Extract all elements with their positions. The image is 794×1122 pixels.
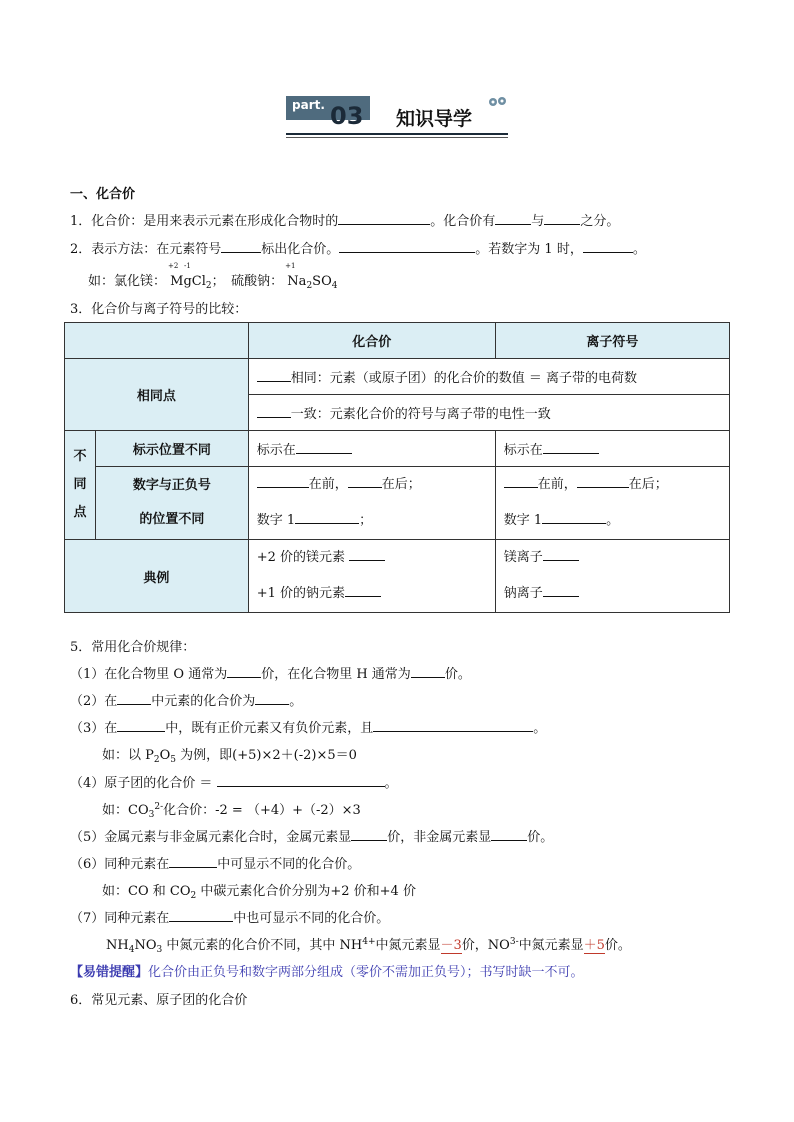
rule-4-example: 如：$CO_3^{2-}$化合价：-2 = （+4）+（-2）×3 (102, 802, 361, 820)
rule-2: （2）在 中元素的化合价为 。 (70, 694, 303, 709)
rule-3: （3）在 中，既有正价元素又有负价元素，且 。 (70, 721, 547, 736)
line-comparison: 3．化合价与离子符号的比较： (70, 302, 248, 317)
section-title-common-valences: 6．常见元素、原子团的化合价 (70, 993, 248, 1008)
cell-position-ion: 标示在 (495, 431, 729, 467)
header-part-label: part. (286, 96, 370, 120)
row-label-example: 典例 (65, 540, 249, 613)
decor-dots-icon (487, 95, 509, 109)
comparison-table (64, 322, 730, 613)
header-part-number: 03 (330, 102, 364, 130)
cell-sign-valence: 在前， 在后； 数字 1 ； (248, 467, 495, 540)
cell-position-valence: 标示在 (248, 431, 495, 467)
line-notation: 2．表示方法：在元素符号 标出化合价。 。若数字为 1 时， 。 (70, 242, 646, 257)
cell-example-valence: +2 价的镁元素 +1 价的钠元素 (248, 540, 495, 613)
answer-nitrogen-ammonium: －3 (440, 938, 462, 953)
rule-7-example: $NH_4NO_3$ 中氮元素的化合价不同，其中 $NH^{4+}$中氮元素显－3价，$NO^{3-}$中氮元素显＋5价。 (106, 937, 631, 955)
rule-7: （7）同种元素在 中也可显示不同的化合价。 (70, 911, 390, 926)
table-corner (65, 323, 249, 359)
rule-4: （4）原子团的化合价 ＝ 。 (70, 776, 398, 791)
tip-note: 【易错提醒】化合价由正负号和数字两部分组成（零价不需加正负号）；书写时缺一不可。 (70, 965, 584, 980)
row-label-different: 不 同 点 (65, 431, 96, 540)
label-sign-position: 数字与正负号 的位置不同 (96, 467, 249, 540)
rule-3-example: 如：以 $P_2O_5$ 为例，即(+5)×2＋(-2)×5＝0 (102, 748, 357, 765)
table-header-ion: 离子符号 (495, 323, 729, 359)
table-header-valence: 化合价 (248, 323, 495, 359)
same-row-1: 相同：元素（或原子团）的化合价的数值 ＝ 离子带的电荷数 (248, 359, 729, 395)
rule-1: （1）在化合物里 O 通常为 价，在化合物里 H 通常为 价。 (70, 667, 471, 682)
rule-6: （6）同种元素在 中可显示不同的化合价。 (70, 857, 361, 872)
section-title-rules: 5．常用化合价规律： (70, 640, 196, 655)
label-position: 标示位置不同 (96, 431, 249, 467)
row-label-same: 相同点 (65, 359, 249, 431)
cell-sign-ion: 在前， 在后； 数字 1 。 (495, 467, 729, 540)
cell-example-ion: 镁离子 钠离子 (495, 540, 729, 613)
header-rule (286, 133, 508, 135)
section-title-valence: 一、化合价 (70, 187, 136, 202)
same-row-2: 一致：元素化合价的符号与离子带的电性一致 (248, 395, 729, 431)
header-rule-thin (286, 137, 508, 138)
answer-nitrogen-nitrate: ＋5 (583, 938, 605, 953)
rule-5: （5）金属元素与非金属元素化合时，金属元素显 价，非金属元素显 价。 (70, 830, 554, 845)
rule-6-example: 如：CO 和 $CO_2$ 中碳元素化合价分别为+2 价和+4 价 (102, 884, 416, 901)
line-notation-example: 如：氯化镁： +2 -1 MgCl$_2$； 硫酸钠： +1 $Na_2SO_4$ (88, 262, 338, 291)
line-definition: 1．化合价：是用来表示元素在形成化合物时的 。化合价有 与 之分。 (70, 214, 620, 229)
page-title: 知识导学 (396, 108, 473, 130)
